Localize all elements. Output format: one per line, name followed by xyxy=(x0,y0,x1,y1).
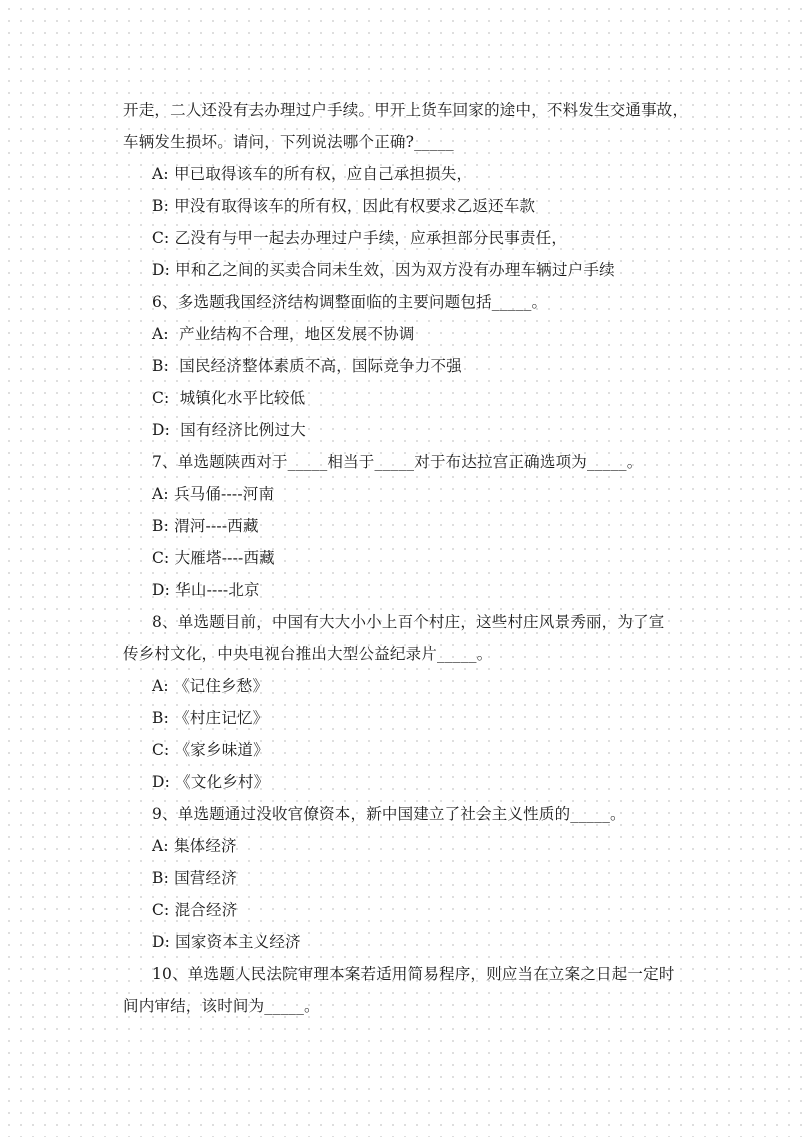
q9-option-a: A: 集体经济 xyxy=(152,837,237,855)
q7-option-c: C: 大雁塔----西藏 xyxy=(152,549,275,567)
q8-option-d: D: 《文化乡村》 xyxy=(152,773,270,791)
q9-option-d: D: 国家资本主义经济 xyxy=(152,933,301,951)
q5-option-c: C: 乙没有与甲一起去办理过户手续，应承担部分民事责任， xyxy=(152,229,568,247)
q8-stem-line-2: 传乡村文化，中央电视台推出大型公益纪录片_____。 xyxy=(123,645,493,663)
q8-stem-line-1: 8、单选题目前，中国有大大小小上百个村庄，这些村庄风景秀丽，为了宣 xyxy=(152,613,665,631)
q6-stem: 6、多选题我国经济结构调整面临的主要问题包括_____。 xyxy=(152,293,548,311)
q8-option-c: C: 《家乡味道》 xyxy=(152,741,269,759)
q7-option-a: A: 兵马俑----河南 xyxy=(152,485,275,503)
q7-option-d: D: 华山----北京 xyxy=(152,581,260,599)
q5-option-d: D: 甲和乙之间的买卖合同未生效，因为双方没有办理车辆过户手续 xyxy=(152,261,615,279)
intro-line-1: 开走，二人还没有去办理过户手续。甲开上货车回家的途中，不料发生交通事故， xyxy=(123,101,689,119)
q8-option-b: B: 《村庄记忆》 xyxy=(152,709,269,727)
q6-option-d: D: 国有经济比例过大 xyxy=(152,421,306,439)
q9-stem: 9、单选题通过没收官僚资本，新中国建立了社会主义性质的_____。 xyxy=(152,805,626,823)
q5-option-b: B: 甲没有取得该车的所有权，因此有权要求乙返还车款 xyxy=(152,197,536,215)
q10-stem-line-2: 间内审结，该时间为_____。 xyxy=(123,997,320,1015)
q6-option-c: C: 城镇化水平比较低 xyxy=(152,389,306,407)
q5-option-a: A: 甲已取得该车的所有权，应自己承担损失， xyxy=(152,165,473,183)
q8-option-a: A: 《记住乡愁》 xyxy=(152,677,269,695)
q6-option-b: B: 国民经济整体素质不高，国际竞争力不强 xyxy=(152,357,462,375)
q9-option-c: C: 混合经济 xyxy=(152,901,238,919)
q7-stem: 7、单选题陕西对于_____相当于_____对于布达拉宫正确选项为_____。 xyxy=(152,453,643,471)
q7-option-b: B: 渭河----西藏 xyxy=(152,517,259,535)
q6-option-a: A: 产业结构不合理，地区发展不协调 xyxy=(152,325,415,343)
intro-line-2: 车辆发生损坏。请问，下列说法哪个正确?_____ xyxy=(123,133,454,151)
q9-option-b: B: 国营经济 xyxy=(152,869,237,887)
q10-stem-line-1: 10、单选题人民法院审理本案若适用简易程序，则应当在立案之日起一定时 xyxy=(152,965,675,983)
